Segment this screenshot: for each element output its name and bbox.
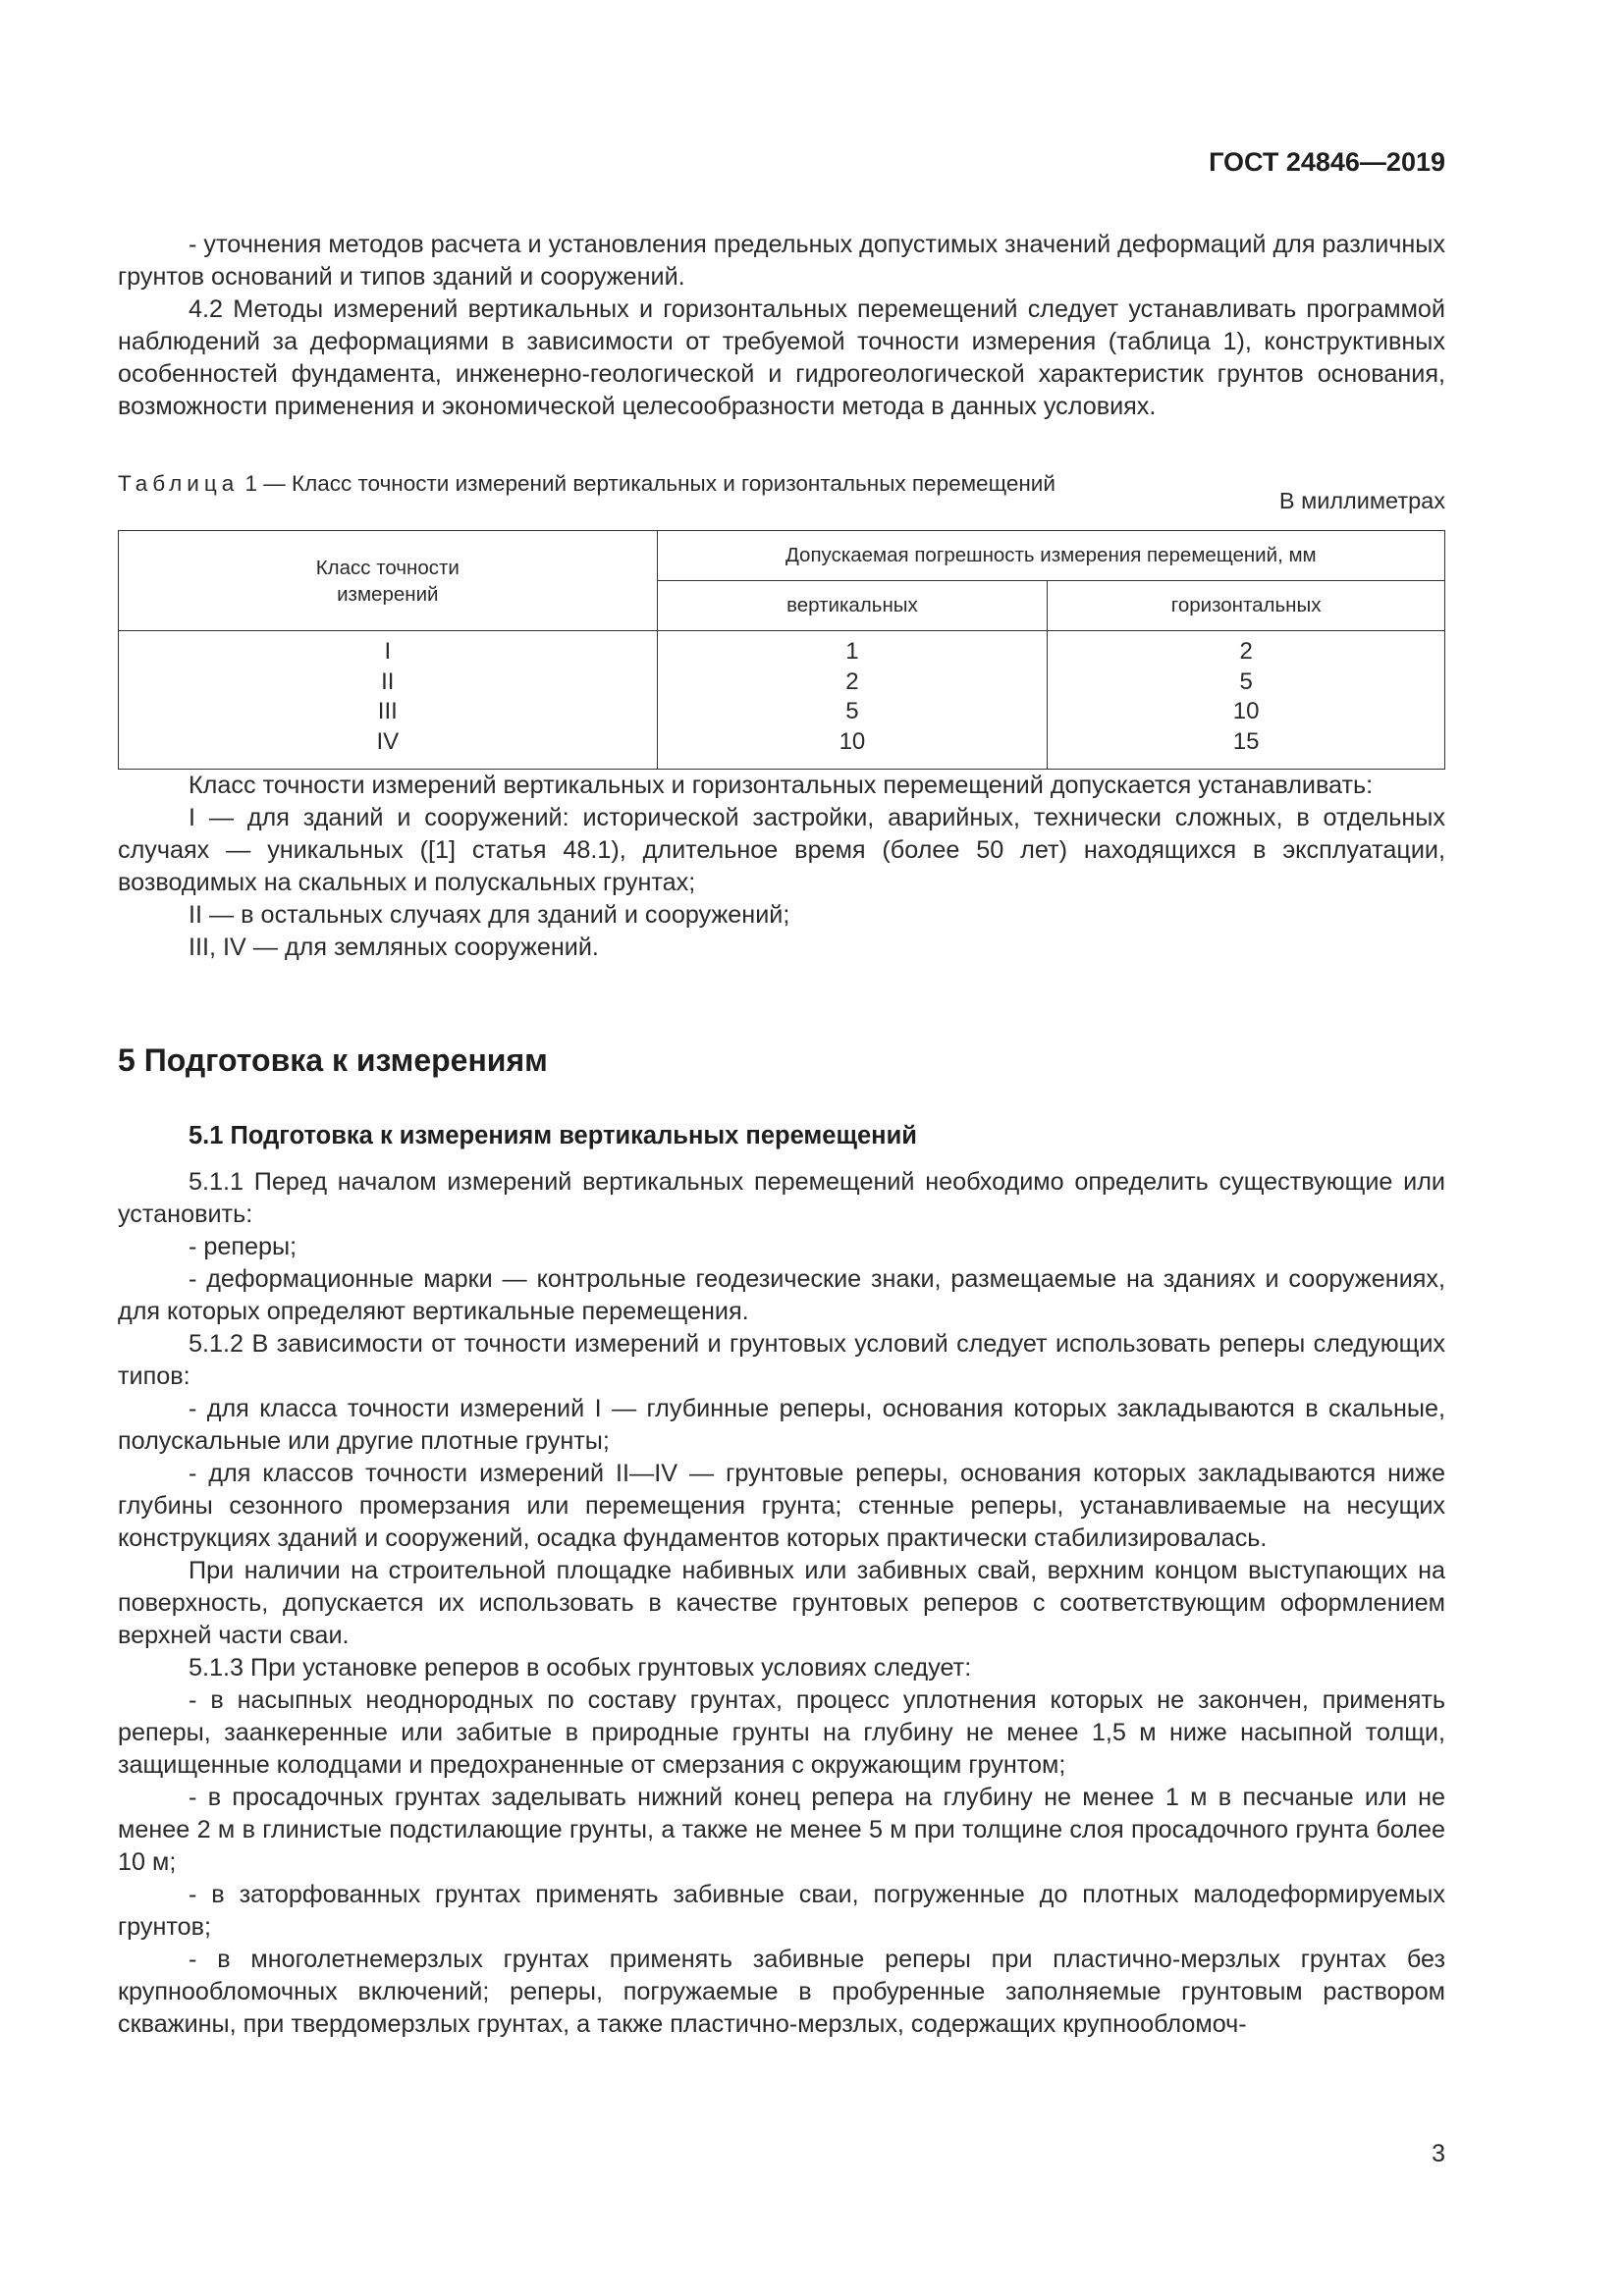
paragraph: - для классов точности измерений II—IV — грунтовые реперы, основания которых закладываются ниже глубины сезонного промерзания или перемещения грунта; стенные реперы, устанавливаемые на несущих конструкциях зданий и сооружений, осадка фундаментов которых практически стабилизировалась. — [118, 1460, 1445, 1552]
cell-class: IV — [119, 727, 658, 770]
column-header-vertical: вертикальных — [657, 581, 1048, 631]
column-header-horizontal: горизонтальных — [1048, 581, 1445, 631]
table-row — [119, 727, 1445, 770]
subsection-heading: 5.1 Подготовка к измерениям вертикальных перемещений — [189, 1122, 917, 1149]
table-caption-text: 1 — Класс точности измерений вертикальных и горизонтальных перемещений — [239, 471, 1056, 496]
cell-horizontal: 2 — [1048, 631, 1445, 667]
cell-class: II — [119, 667, 658, 698]
paragraph: - реперы; — [189, 1233, 298, 1260]
page-number: 3 — [1432, 2140, 1445, 2167]
paragraph: 4.2 Методы измерений вертикальных и горизонтальных перемещений следует устанавливать программой наблюдений за деформациями в зависимости от требуемой точности измерения (таблица 1), конструктивных особенностей фундамента, инженерно-геологической и гидрогеологической характеристик грунтов основания, возможности применения и экономической целесообразности метода в данных условиях. — [118, 295, 1445, 420]
paragraph: - в просадочных грунтах заделывать нижний конец репера на глубину не менее 1 м в песчаные или не менее 2 м в глинистые подстилающие грунты, а также не менее 5 м при толщине слоя просадочного грунта более 10 м; — [118, 1784, 1445, 1876]
column-group-header: Допускаемая погрешность измерения перемещений, мм — [657, 531, 1444, 581]
paragraph: III, IV — для земляных сооружений. — [189, 934, 599, 961]
table-row — [119, 631, 1445, 667]
paragraph: - для класса точности измерений I — глубинные реперы, основания которых закладываются в скальные, полускальные или другие плотные грунты; — [118, 1395, 1445, 1455]
table-unit-note: В миллиметрах — [1278, 488, 1445, 513]
document-code-header: ГОСТ 24846—2019 — [1209, 147, 1445, 177]
section-body — [118, 1166, 1445, 2041]
section-heading: 5 Подготовка к измерениям — [118, 1042, 548, 1078]
paragraph: 5.1.2 В зависимости от точности измерений и грунтовых условий следует использовать реперы следующих типов: — [118, 1330, 1445, 1390]
table-caption — [118, 471, 1056, 497]
table-row — [119, 667, 1445, 698]
cell-vertical: 5 — [657, 697, 1048, 727]
cell-vertical: 1 — [657, 631, 1048, 667]
cell-class: I — [119, 631, 658, 667]
paragraph: Класс точности измерений вертикальных и горизонтальных перемещений допускается устанавливать: — [189, 772, 1374, 799]
table-caption-label: Таблица — [118, 471, 240, 496]
paragraph: - уточнения методов расчета и установления предельных допустимых значений деформаций для различных грунтов оснований и типов зданий и сооружений. — [118, 231, 1445, 291]
paragraph: - деформационные марки — контрольные геодезические знаки, размещаемые на зданиях и сооружениях, для которых определяют вертикальные перемещения. — [118, 1265, 1445, 1325]
cell-vertical: 10 — [657, 727, 1048, 770]
cell-horizontal: 5 — [1048, 667, 1445, 698]
accuracy-class-table — [118, 530, 1445, 770]
cell-vertical: 2 — [657, 667, 1048, 698]
paragraph: II — в остальных случаях для зданий и сооружений; — [189, 901, 790, 929]
paragraph: При наличии на строительной площадке набивных или забивных свай, верхним концом выступающих на поверхность, допускается их использовать в качестве грунтовых реперов с соответствующим оформлением верхней части сваи. — [118, 1557, 1445, 1649]
cell-horizontal: 10 — [1048, 697, 1445, 727]
paragraph: - в многолетнемерзлых грунтах применять забивные реперы при пластично-мерзлых грунтах без крупнообломочных включений; реперы, погружаемые в пробуренные заполняемые грунтовым раствором скважины, при твердомерзлых грунтах, а также пластично-мерзлых, содержащих крупнообломоч- — [118, 1946, 1445, 2038]
table-row — [119, 697, 1445, 727]
paragraph: - в заторфованных грунтах применять забивные сваи, погруженные до плотных малодеформируемых грунтов; — [118, 1881, 1445, 1941]
column-header-class: Класс точности измерений — [119, 531, 658, 631]
paragraph: 5.1.1 Перед началом измерений вертикальных перемещений необходимо определить существующие или установить: — [118, 1168, 1445, 1228]
intro-block — [118, 229, 1445, 423]
paragraph: I — для зданий и сооружений: исторической застройки, аварийных, технически сложных, в отдельных случаях — уникальных ([1] статья 48.1), длительное время (более 50 лет) находящихся в эксплуатации, возводимых на скальных и полускальных грунтах; — [118, 804, 1445, 896]
after-table-block — [118, 770, 1445, 964]
cell-horizontal: 15 — [1048, 727, 1445, 770]
cell-class: III — [119, 697, 658, 727]
table-header-row — [119, 531, 1445, 581]
paragraph: 5.1.3 При установке реперов в особых грунтовых условиях следует: — [189, 1654, 972, 1682]
paragraph: - в насыпных неоднородных по составу грунтах, процесс уплотнения которых не закончен, применять реперы, заанкеренные или забитые в природные грунты на глубину не менее 1,5 м ниже насыпной толщи, защищенные колодцами и предохраненные от смерзания с окружающим грунтом; — [118, 1686, 1445, 1779]
